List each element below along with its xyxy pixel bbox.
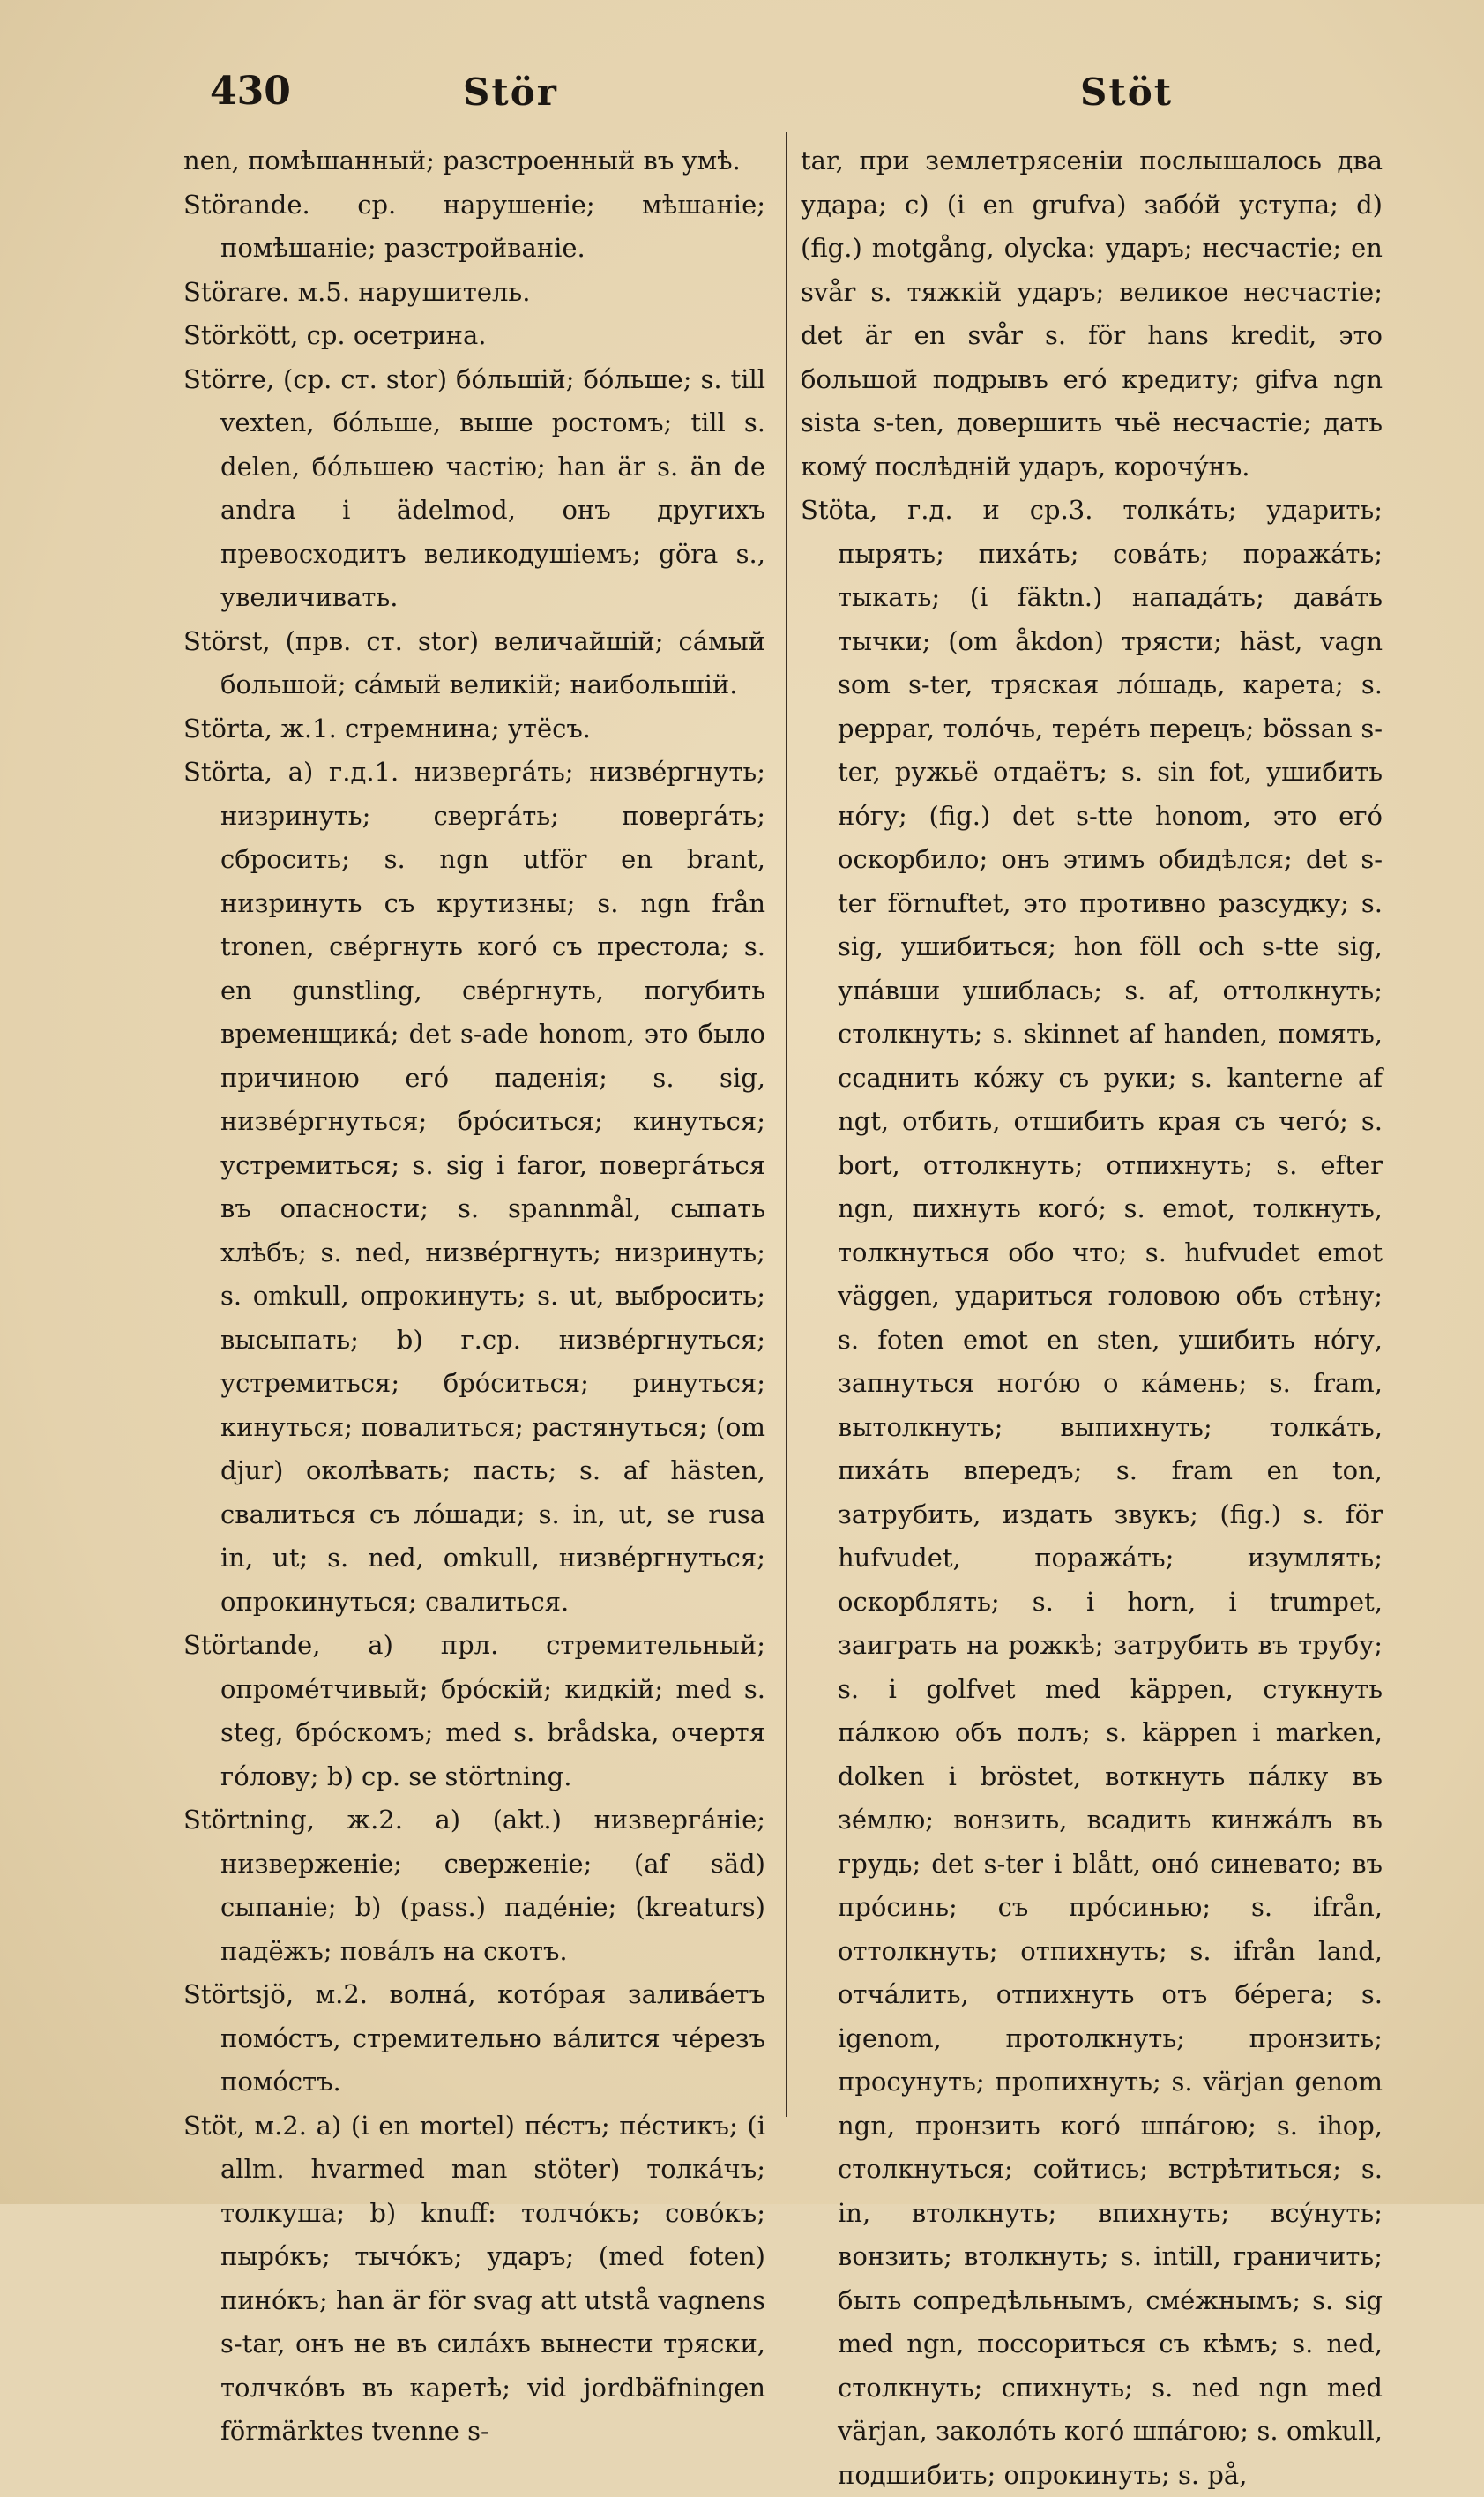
dictionary-entry: Störkött, ср. осетрина.: [183, 320, 487, 350]
column-divider: [786, 132, 787, 2117]
dictionary-entry: Störta, a) г.д.1. низвергáть; низвéргнуть; низринуть; свергáть; повергáть; сбросить; s. ngn utför en brant, низринуть съ крутизны; s. ngn från tronen, свéргнуть когó съ престола; s. en gunstling, свéргнуть, погубить временщикá; det s-ade honom, это было причиною егó паденія; s. sig, низвéргнуться; брóситься; кинуться; устремиться; s. sig i faror, повергáться въ опасности; s. spannmål, сыпать хлѣбъ; s. ned, низвéргнуть; низринуть; s. omkull, опрокинуть; s. ut, выбросить; высыпать; b) г.ср. низвéргнуться; устремиться; брóситься; ринуться; кинуться; повалиться; растянуться; (om djur) околѣвать; пасть; s. af hästen, свалиться съ лóшади; s. in, ut, se rusa in, ut; s. ned, omkull, низвéргнуться; опрокинуться; свалиться.: [183, 757, 765, 1617]
running-head-left: Stör: [463, 71, 558, 114]
page-number: 430: [210, 69, 291, 114]
entry-continuation: nen, помѣшанный; разстроенный въ умѣ.: [183, 146, 741, 176]
running-head-right: Stöt: [1080, 71, 1174, 114]
dictionary-entry: Störtande, a) прл. стремительный; опромéтчивый; брóскій; кидкій; med s. steg, брóскомъ; med s. brådska, очертя гóлову; b) ср. se störtning.: [183, 1630, 765, 1791]
dictionary-entry: Stöta, г.д. и ср.3. толкáть; ударить; пырять; пихáть; совáть; поражáть; тыкать; (i fäktn.) нападáть; давáть тычки; (om åkdon) трясти; häst, vagn som s-ter, тряская лóшадь, карета; s. peppar, толóчь, терéть перецъ; bössan s-ter, ружьё отдаётъ; s. sin fot, ушибить нóгу; (fig.) det s-tte honom, это егó оскорбило; онъ этимъ обидѣлся; det s-ter förnuftet, это противно разсудку; s. sig, ушибиться; hon föll och s-tte sig, упáвши ушиблась; s. af, оттолкнуть; столкнуть; s. skinnet af handen, помять, ссаднить кóжу съ руки; s. kanterne af ngt, отбить, отшибить края съ чегó; s. bort, оттолкнуть; отпихнуть; s. efter ngn, пихнуть когó; s. emot, толкнуть, толкнуться обо что; s. hufvudet emot väggen, удариться головою объ стѣну; s. foten emot en sten, ушибить нóгу, запнуться ногóю о кáмень; s. fram, вытолкнуть; выпихнуть; толкáть, пихáть впередъ; s. fram en ton, затрубить, издать звукъ; (fig.) s. för hufvudet, поражáть; изумлять; оскорблять; s. i horn, i trumpet, заиграть на рожкѣ; затрубить въ трубу; s. i golfvet med käppen, стукнуть пáлкою объ полъ; s. käppen i marken, dolken i bröstet, воткнуть пáлку въ зéмлю; вонзить, всадить кинжáлъ въ грудь; det s-ter i blått, онó синевато; въ прóсинь; съ прóсинью; s. ifrån, оттолкнуть; отпихнуть; s. ifrån land, отчáлить, отпихнуть отъ бéрега; s. igenom, протолкнуть; пронзить; просунуть; пропихнуть; s. värjan genom ngn, пронзить когó шпáгою; s. ihop, столкнуться; сойтись; встрѣтиться; s. in, втолкнуть; впихнуть; всýнуть; вонзить; втолкнуть; s. intill, граничить; быть сопредѣльнымъ, смéжнымъ; s. sig med ngn, поссориться съ кѣмъ; s. ned, столкнуть; спихнуть; s. ned ngn med värjan, заколóть когó шпáгою; s. omkull, подшибить; опрокинуть; s. på,: [801, 495, 1383, 2490]
dictionary-entry: Störta, ж.1. стремнина; утёсъ.: [183, 713, 592, 744]
right-column: [801, 139, 1383, 2497]
dictionary-entry: Störare. м.5. нарушитель.: [183, 276, 531, 307]
dictionary-entry: Större, (ср. ст. stor) бóльшій; бóльше; s. till vexten, бóльше, выше ростомъ; till s. delen, бóльшею частію; han är s. än de andra i ädelmod, онъ другихъ превосходитъ великодушіемъ; göra s., увеличивать.: [183, 363, 765, 612]
dictionary-entry: Störande. ср. нарушеніе; мѣшаніе; помѣшаніе; разстройваніе.: [183, 189, 765, 263]
page-header: [0, 62, 1484, 123]
dictionary-entry: Störtsjö, м.2. волнá, котóрая заливáетъ помóстъ, стремительно вáлится чéрезъ помóстъ.: [183, 1979, 765, 2097]
dictionary-entry: Störst, (прв. ст. stor) величайшій; сáмый большой; сáмый великій; наибольшій.: [183, 625, 765, 699]
dictionary-entry: Stöt, м.2. a) (i en mortel) пéстъ; пéстикъ; (i allm. hvarmed man stöter) толкáчъ; толкуша; b) knuff: толчóкъ; совóкъ; пырóкъ; тычóкъ; ударъ; (med foten) пинóкъ; han är för svag att utstå vagnens s-tar, онъ не въ силáхъ вынести тряски, толчкóвъ въ каретѣ; vid jordbäfningen förmärktes tvenne s-: [183, 2110, 765, 2446]
left-column: [183, 139, 765, 2454]
entry-continuation: tar, при землетрясеніи послышалось два удара; c) (i en grufva) забóй уступа; d) (fig.) motgång, olycka: ударъ; несчастіе; en svår s. тяжкій ударъ; великое несчастіе; det är en svår s. för hans kredit, это большой подрывъ егó кредиту; gifva ngn sista s-ten, довершить чьё несчастіе; дать комý послѣдній ударъ, корочýнъ.: [801, 146, 1383, 482]
dictionary-entry: Störtning, ж.2. a) (akt.) низвергáніе; низверженіе; сверженіе; (af säd) сыпаніе; b) (pass.) падéніе; (kreaturs) падёжъ; повáлъ на скотъ.: [183, 1805, 765, 1966]
